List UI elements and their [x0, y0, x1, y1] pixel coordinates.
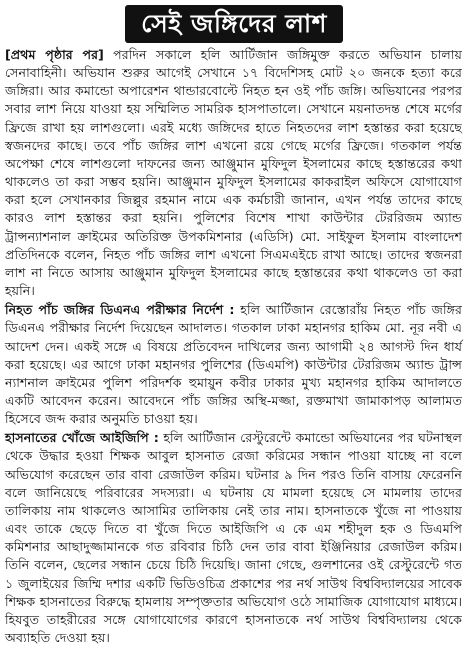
ig-text: হলি আর্টিজান রেস্টুরেন্টে কমান্ডো অভিযানের পর ঘটনাস্থল থেকে উদ্ধার হওয়া শিক্ষক আবুল হাসনাত রেজা করিমের সন্ধান পাওয়া যাচ্ছে না বলে অভিযোগ করেছেন তার বাবা রেজাউল করিম। ঘটনার ৯ দিন পরও তিনি বাসায় ফেরেননি বলে জানিয়েছে পরিবারের সদস্যরা। এ ঘটনায় যে মামলা হয়েছে সে মামলায় তাদের তালিকায় নাম থাকলেও আসামির তালিকায় নেই তার নাম। হাসনাতকে খুঁজে না পাওয়ায় এবং তাকে ছেড়ে দিতে বা খুঁজে দিতে আইজিপি এ কে এম শহীদুল হক ও ডিএমপি কমিশনার আছাদুজ্জামানকে গত রবিবার চিঠি দেন তার বাবা ইঞ্জিনিয়ার রেজাউল করিম। তিনি বলেন, ছেলের সন্ধান চেয়ে চিঠি দিয়েছি। জানা গেছে, গুলশানের ওই রেস্টুরেন্টে গত ১ জুলাইয়ের জিম্মি দশার একটি ভিডিওচিত্র প্রকাশের পর নর্থ সাউথ বিশ্ববিদ্যালয়ের সাবেক শিক্ষক হাসনাতের বিরুদ্ধে হামলায় সম্পৃক্ততার অভিযোগ ওঠে সামাজিক যোগাযোগ মাধ্যমে। হিযবুত তাহরীরের সঙ্গে যোগাযোগের কারণে হাসনাতকে নর্থ সাউথ বিশ্ববিদ্যালয় থেকে অব্যাহতি দেওয়া হয়। [5, 430, 462, 645]
ig-subhead: হাসনাতের খোঁজে আইজিপি : [5, 430, 159, 446]
dna-text: হলি আর্টিজান রেস্তোরাঁয় নিহত পাঁচ জঙ্গির ডিএনএ পরীক্ষার নির্দেশ দিয়েছেন আদালত। গতকাল ঢাকা মহানগর হাকিম মো. নূর নবী এ আদেশ দেন। একই সঙ্গে এ বিষয়ে প্রতিবেদন দাখিলের জন্য আগামী ২৪ আগস্ট দিন ধার্য করা হয়েছে। এর আগে ঢাকা মহানগর পুলিশের (ডিএমপি) কাউন্টার টেররিজম অ্যান্ড ট্রান্স ন্যাশনাল ক্রাইমের পুলিশ পরিদর্শক হুমায়ুন কবীর ঢাকার মুখ্য মহানগর হাকিম আদালতে একটি আবেদন করেন। আবেদনে পাঁচ জঙ্গির অস্থি-মজ্জা, রক্তমাখা জামাকাপড় আলামত হিসেবে জব্দ করার অনুমতি চাওয়া হয়। [5, 302, 462, 427]
continuation-tag: [প্রথম পৃষ্ঠার পর] [5, 47, 104, 62]
news-clipping [0, 2, 468, 645]
ig-paragraph [5, 429, 462, 647]
intro-paragraph [5, 46, 462, 300]
dna-subhead: নিহত পাঁচ জঙ্গির ডিএনএ পরীক্ষার নির্দেশ : [5, 302, 235, 318]
intro-text: পরদিন সকালে হলি আর্টিজান জঙ্গিমুক্ত করতে অভিযান চালায় সেনাবাহিনী। অভিযান শুরুর আগেই সেখানে ১৭ বিদেশিসহ মোট ২০ জনকে হত্যা করে জঙ্গিরা। আর কমান্ডো অপারেশন থান্ডারবোল্টে নিহত হন ওই পাঁচ জঙ্গি। অভিযানের পরপর সবার লাশ নিয়ে যাওয়া হয় সম্মিলিত সামরিক হাসপাতালে। সেখানে ময়নাতদন্ত শেষে মর্গের ফ্রিজে রাখা হয় লাশগুলো। এরই মধ্যে জঙ্গিদের হাতে নিহতদের লাশ হস্তান্তর করা হয়েছে স্বজনদের কাছে। তবে পাঁচ জঙ্গির লাশ এখনো রয়ে গেছে মর্গের ফ্রিজে। গতকাল পর্যন্ত অপেক্ষা শেষে লাশগুলো দাফনের জন্য আঞ্জুমান মুফিদুল ইসলামের কাছে হস্তান্তরের কথা থাকলেও তা করা সম্ভব হয়নি। আঞ্জুমান মুফিদুল ইসলামের কাকরাইল অফিসে যোগাযোগ করা হলে সেখানকার জিল্লুর রহমান নামে এক কর্মচারী জানান, এখন পর্যন্ত তাদের কাছে কারও লাশ হস্তান্তর করা হয়নি। পুলিশের বিশেষ শাখা কাউন্টার টেররিজম অ্যান্ড ট্রান্সন্যাশনাল ক্রাইমের অতিরিক্ত উপকমিশনার (এডিসি) মো. সাইফুল ইসলাম বাংলাদেশ প্রতিদিনকে বলেন, নিহত পাঁচ জঙ্গির লাশ এখনো সিএমএইচে রাখা আছে। তাদের স্বজনরা লাশ না নিতে আসায় আঞ্জুমান মুফিদুল ইসলামের কাছে হস্তান্তরের কথা থাকলেও তা করা হয়নি। [5, 47, 462, 299]
headline: সেই জঙ্গিদের লাশ [125, 5, 343, 43]
article-body [0, 46, 468, 647]
dna-paragraph [5, 301, 462, 428]
headline-band [0, 2, 468, 46]
